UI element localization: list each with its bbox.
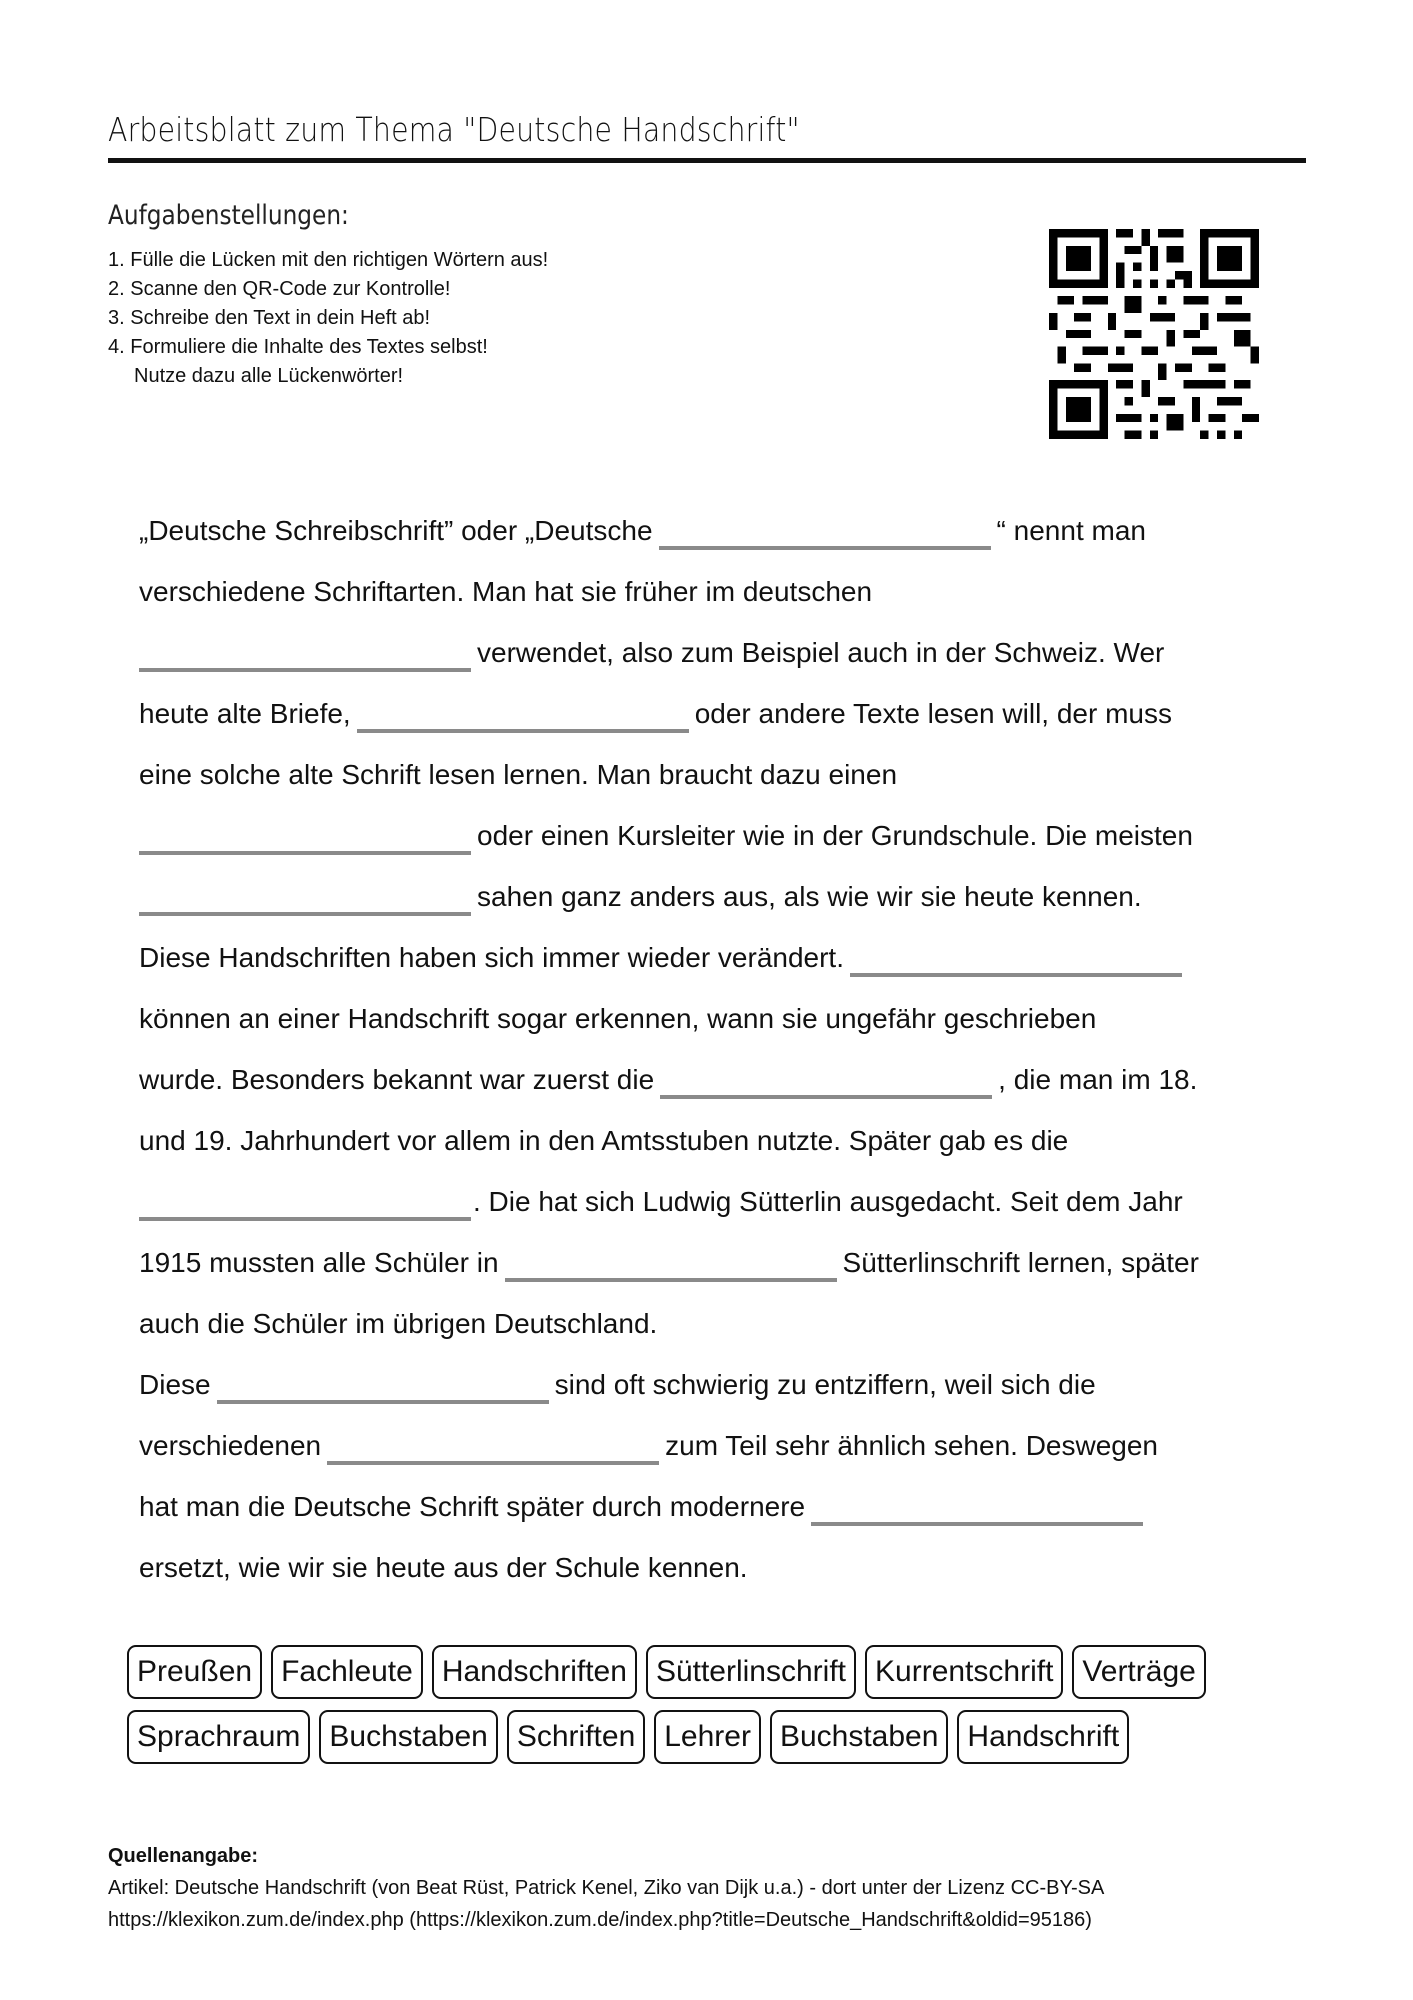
title-underline: [108, 158, 1306, 163]
blank-gap[interactable]: [505, 1278, 837, 1282]
text-line: ersetzt, wie wir sie heute aus der Schule kennen.: [139, 1552, 748, 1583]
blank-gap[interactable]: [660, 1095, 992, 1099]
text-line: Diese sind oft schwierig zu entziffern, weil sich die: [139, 1354, 1299, 1415]
blank-gap[interactable]: [139, 912, 471, 916]
source-article: Artikel: Deutsche Handschrift (von Beat Rüst, Patrick Kenel, Ziko van Dijk u.a.) - dort unter der Lizenz CC-BY-SA: [108, 1877, 1105, 1899]
word-bank-row: [127, 1645, 1307, 1699]
blank-gap[interactable]: [327, 1461, 659, 1465]
text-line: hat man die Deutsche Schrift später durch modernere: [139, 1476, 1299, 1537]
blank-gap[interactable]: [217, 1400, 549, 1404]
word-bank: [127, 1645, 1307, 1775]
task-item: 2. Scanne den QR-Code zur Kontrolle!: [108, 278, 451, 300]
text-line: 1915 mussten alle Schüler in Sütterlinschrift lernen, später: [139, 1232, 1299, 1293]
text-line: verschiedene Schriftarten. Man hat sie früher im deutschen: [139, 576, 873, 607]
text-line: können an einer Handschrift sogar erkennen, wann sie ungefähr geschrieben: [139, 1003, 1097, 1034]
text-line: . Die hat sich Ludwig Sütterlin ausgedacht. Seit dem Jahr: [139, 1171, 1299, 1232]
source-url[interactable]: https://klexikon.zum.de/index.php (https://klexikon.zum.de/index.php?title=Deutsche_Handschrift&oldid=95186): [108, 1909, 1092, 1931]
text-line: oder einen Kursleiter wie in der Grundschule. Die meisten: [139, 805, 1299, 866]
text-line: verwendet, also zum Beispiel auch in der Schweiz. Wer: [139, 622, 1299, 683]
blank-gap[interactable]: [139, 1217, 471, 1221]
task-item: 1. Fülle die Lücken mit den richtigen Wörtern aus!: [108, 249, 549, 271]
word-chip[interactable]: Preußen: [127, 1645, 262, 1699]
word-chip[interactable]: Verträge: [1072, 1645, 1205, 1699]
blank-gap[interactable]: [811, 1522, 1143, 1526]
word-chip[interactable]: Lehrer: [654, 1710, 761, 1764]
source-heading: Quellenangabe:: [108, 1845, 259, 1867]
word-chip[interactable]: Handschriften: [432, 1645, 637, 1699]
word-chip[interactable]: Sütterlinschrift: [646, 1645, 856, 1699]
qr-code-icon[interactable]: [1049, 229, 1259, 439]
cloze-text: [139, 500, 1299, 1598]
text-line: wurde. Besonders bekannt war zuerst die , die man im 18.: [139, 1049, 1299, 1110]
text-line: auch die Schüler im übrigen Deutschland.: [139, 1308, 658, 1339]
text-line: heute alte Briefe, oder andere Texte lesen will, der muss: [139, 683, 1299, 744]
task-item: Nutze dazu alle Lückenwörter!: [134, 365, 404, 387]
task-item: 4. Formuliere die Inhalte des Textes selbst!: [108, 336, 488, 358]
blank-gap[interactable]: [139, 668, 471, 672]
word-chip[interactable]: Buchstaben: [770, 1710, 948, 1764]
blank-gap[interactable]: [357, 729, 689, 733]
text-line: verschiedenen zum Teil sehr ähnlich sehen. Deswegen: [139, 1415, 1299, 1476]
word-chip[interactable]: Buchstaben: [319, 1710, 497, 1764]
word-chip[interactable]: Kurrentschrift: [865, 1645, 1063, 1699]
blank-gap[interactable]: [139, 851, 471, 855]
text-line: eine solche alte Schrift lesen lernen. Man braucht dazu einen: [139, 759, 898, 790]
task-item: 3. Schreibe den Text in dein Heft ab!: [108, 307, 431, 329]
word-chip[interactable]: Handschrift: [957, 1710, 1129, 1764]
text-line: sahen ganz anders aus, als wie wir sie heute kennen.: [139, 866, 1299, 927]
word-bank-row: [127, 1710, 1307, 1764]
text-line: „Deutsche Schreibschrift” oder „Deutsche “ nennt man: [139, 500, 1299, 561]
blank-gap[interactable]: [659, 546, 991, 550]
source-citation: [108, 1840, 1104, 1936]
tasks-heading: Aufgabenstellungen:: [108, 200, 349, 231]
text-line: Diese Handschriften haben sich immer wieder verändert.: [139, 927, 1299, 988]
word-chip[interactable]: Fachleute: [271, 1645, 423, 1699]
page-title: Arbeitsblatt zum Thema "Deutsche Handschrift": [108, 110, 800, 149]
text-line: und 19. Jahrhundert vor allem in den Amtsstuben nutzte. Später gab es die: [139, 1125, 1069, 1156]
word-chip[interactable]: Sprachraum: [127, 1710, 310, 1764]
task-list: [108, 246, 548, 391]
blank-gap[interactable]: [850, 973, 1182, 977]
word-chip[interactable]: Schriften: [507, 1710, 645, 1764]
